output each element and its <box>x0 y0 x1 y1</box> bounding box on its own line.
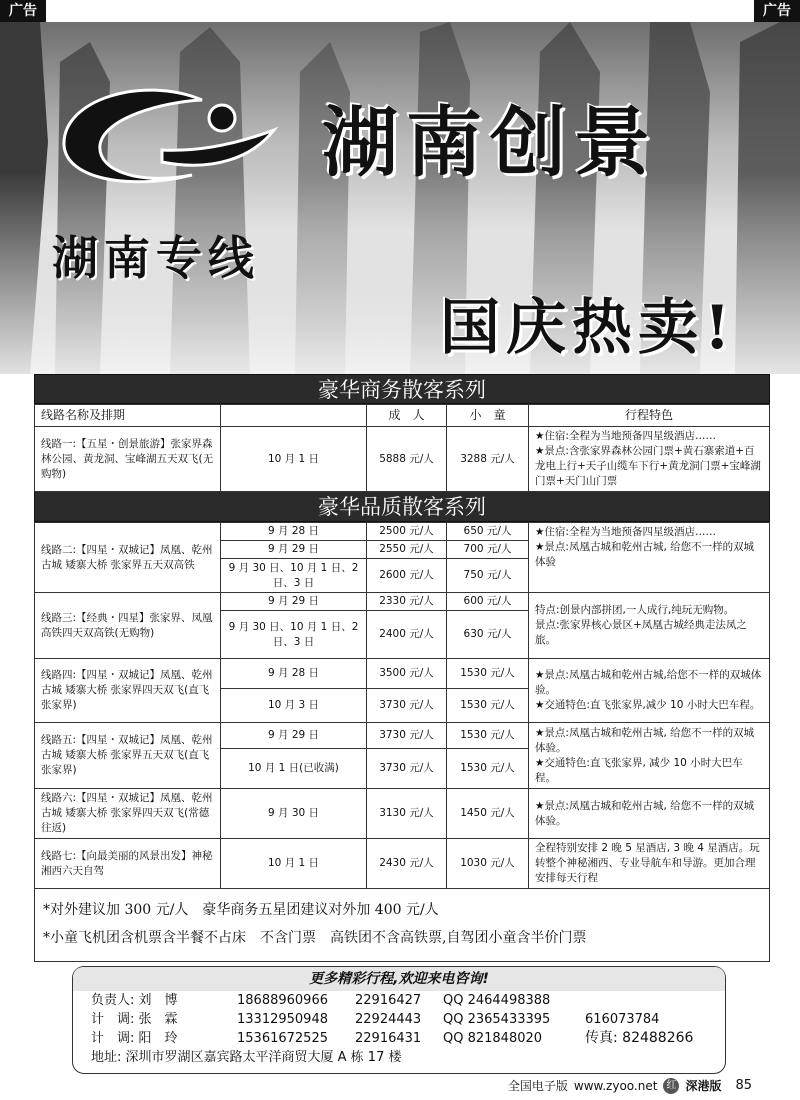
footer-region: 深港版 <box>685 1079 722 1093</box>
contact-role: 计 调: 阳 玲 <box>91 1031 178 1046</box>
ad-label-right: 广告 <box>754 0 800 22</box>
price-child: 1530 元/人 <box>447 749 529 789</box>
contact-role: 负责人: 刘 博 <box>91 993 178 1008</box>
route-name: 线路二:【四星・双城记】凤凰、乾州古城 矮寨大桥 张家界五天双高铁 <box>35 523 221 593</box>
route-date: 9 月 30 日、10 月 1 日、2 日、3 日 <box>221 559 367 593</box>
price-child: 1450 元/人 <box>447 789 529 839</box>
price-adult: 2430 元/人 <box>367 839 447 889</box>
note-line: *小童飞机团含机票含半餐不占床 不含门票 高铁团不含高铁票,自驾团小童含半价门票 <box>43 930 587 946</box>
red-badge-icon: 红 <box>663 1078 679 1094</box>
route-features: 特点:创景内部拼团,一人成行,纯玩无购物。 景点:张家界核心景区+凤凰古城经典走法凤之旅。 <box>529 593 770 659</box>
contact-qq: QQ 2464498388 <box>443 993 551 1008</box>
contact-phone: 22924443 <box>355 1012 422 1027</box>
price-child: 650 元/人 <box>447 523 529 541</box>
contact-extra: 616073784 <box>585 1012 660 1027</box>
promo-headline: 国庆热卖! <box>440 293 737 363</box>
contact-address: 地址: 深圳市罗湖区嘉宾路太平洋商贸大厦 A 栋 17 楼 <box>91 1050 402 1065</box>
contact-phone: 22916431 <box>355 1031 422 1046</box>
section-title: 豪华品质散客系列 <box>34 492 770 522</box>
price-adult: 3730 元/人 <box>367 689 447 723</box>
price-adult: 5888 元/人 <box>367 427 447 492</box>
footer-url[interactable]: www.zyoo.net <box>573 1078 658 1093</box>
contact-row <box>73 1010 725 1029</box>
contact-row <box>73 1029 725 1048</box>
route-features: ★景点:凤凰古城和乾州古城, 给您不一样的双城体验。 <box>529 789 770 839</box>
page-number: 85 <box>735 1078 752 1093</box>
route-name: 线路七:【向最美丽的风景出发】神秘湘西六天自驾 <box>35 839 221 889</box>
price-adult: 2550 元/人 <box>367 541 447 559</box>
price-adult: 2500 元/人 <box>367 523 447 541</box>
route-date: 9 月 29 日 <box>221 723 367 749</box>
price-child: 750 元/人 <box>447 559 529 593</box>
table-row <box>35 723 770 749</box>
route-date: 10 月 1 日 <box>221 427 367 492</box>
ad-label-left: 广告 <box>0 0 46 22</box>
contact-fax: 传真: 82488266 <box>585 1030 694 1046</box>
header-adult: 成 人 <box>367 405 447 427</box>
contact-row <box>73 1048 725 1067</box>
route-date: 9 月 30 日 <box>221 789 367 839</box>
table-row <box>35 659 770 689</box>
contact-headline: 更多精彩行程,欢迎来电咨询! <box>73 967 725 991</box>
itinerary-tables <box>34 374 770 962</box>
header-route: 线路名称及排期 <box>35 405 221 427</box>
price-adult: 2600 元/人 <box>367 559 447 593</box>
brand-logo-icon <box>52 80 282 220</box>
header-date <box>221 405 367 427</box>
contact-qq: QQ 2365433395 <box>443 1012 551 1027</box>
brand-title: 湖南创景 <box>322 98 658 187</box>
route-date: 10 月 1 日(已收满) <box>221 749 367 789</box>
route-name: 线路六:【四星・双城记】凤凰、乾州古城 矮寨大桥 张家界四天双飞(常德往返) <box>35 789 221 839</box>
price-notes <box>34 889 770 962</box>
price-child: 3288 元/人 <box>447 427 529 492</box>
route-name: 线路四:【四星・双城记】凤凰、乾州古城 矮寨大桥 张家界四天双飞(直飞张家界) <box>35 659 221 723</box>
price-child: 1530 元/人 <box>447 723 529 749</box>
contact-mobile: 13312950948 <box>237 1012 328 1027</box>
price-child: 700 元/人 <box>447 541 529 559</box>
contact-mobile: 18688960966 <box>237 993 328 1008</box>
route-features: 全程特别安排 2 晚 5 星酒店, 3 晚 4 星酒店。玩转整个神秘湘西、专业导航车和导游。更加合理安排每天行程 <box>529 839 770 889</box>
table-header-row <box>35 405 770 427</box>
route-name: 线路五:【四星・双城记】凤凰、乾州古城 矮寨大桥 张家界五天双飞(直飞张家界) <box>35 723 221 789</box>
page-footer <box>508 1077 752 1094</box>
price-table <box>34 522 770 889</box>
price-child: 1530 元/人 <box>447 689 529 723</box>
route-date: 9 月 30 日、10 月 1 日、2 日、3 日 <box>221 611 367 659</box>
route-date: 10 月 1 日 <box>221 839 367 889</box>
price-child: 600 元/人 <box>447 593 529 611</box>
price-adult: 3730 元/人 <box>367 749 447 789</box>
section-title: 豪华商务散客系列 <box>34 374 770 404</box>
contact-row <box>73 991 725 1010</box>
table-row <box>35 593 770 611</box>
route-features: ★住宿:全程为当地预备四星级酒店…… ★景点:含张家界森林公园门票+黄石寨索道+百龙电上行+天子山缆车下行+黄龙洞门票+宝峰湖门票+天门山门票 <box>529 427 770 492</box>
price-adult: 2400 元/人 <box>367 611 447 659</box>
contact-mobile: 15361672525 <box>237 1031 328 1046</box>
footer-edition: 全国电子版 <box>507 1079 568 1093</box>
contact-phone: 22916427 <box>355 993 422 1008</box>
table-row <box>35 789 770 839</box>
note-line: *对外建议加 300 元/人 豪华商务五星团建议对外加 400 元/人 <box>43 902 439 918</box>
price-child: 1530 元/人 <box>447 659 529 689</box>
route-name: 线路三:【经典・四星】张家界、凤凰高铁四天双高铁(无购物) <box>35 593 221 659</box>
price-adult: 3130 元/人 <box>367 789 447 839</box>
table-row <box>35 523 770 541</box>
route-date: 9 月 28 日 <box>221 659 367 689</box>
contact-qq: QQ 821848020 <box>443 1031 543 1046</box>
brand-subtitle: 湖南专线 <box>52 231 260 285</box>
route-date: 9 月 29 日 <box>221 593 367 611</box>
route-features: ★景点:凤凰古城和乾州古城,给您不一样的双城体验。 ★交通特色:直飞张家界,减少 10 小时大巴车程。 <box>529 659 770 723</box>
contact-role: 计 调: 张 霖 <box>91 1012 178 1027</box>
contact-box <box>72 966 726 1074</box>
price-adult: 2330 元/人 <box>367 593 447 611</box>
route-features: ★景点:凤凰古城和乾州古城, 给您不一样的双城体验。 ★交通特色:直飞张家界, 减少 10 小时大巴车程。 <box>529 723 770 789</box>
price-child: 630 元/人 <box>447 611 529 659</box>
header-child: 小 童 <box>447 405 529 427</box>
route-date: 9 月 29 日 <box>221 541 367 559</box>
price-adult: 3500 元/人 <box>367 659 447 689</box>
route-name: 线路一:【五星・创景旅游】张家界森林公园、黄龙洞、宝峰湖五天双飞(无购物) <box>35 427 221 492</box>
price-adult: 3730 元/人 <box>367 723 447 749</box>
price-table <box>34 404 770 492</box>
hero-banner <box>0 22 800 374</box>
route-date: 9 月 28 日 <box>221 523 367 541</box>
price-child: 1030 元/人 <box>447 839 529 889</box>
route-date: 10 月 3 日 <box>221 689 367 723</box>
table-row <box>35 839 770 889</box>
route-features: ★住宿:全程为当地预备四星级酒店…… ★景点:凤凰古城和乾州古城, 给您不一样的双城体验 <box>529 523 770 593</box>
table-row <box>35 427 770 492</box>
header-features: 行程特色 <box>529 405 770 427</box>
